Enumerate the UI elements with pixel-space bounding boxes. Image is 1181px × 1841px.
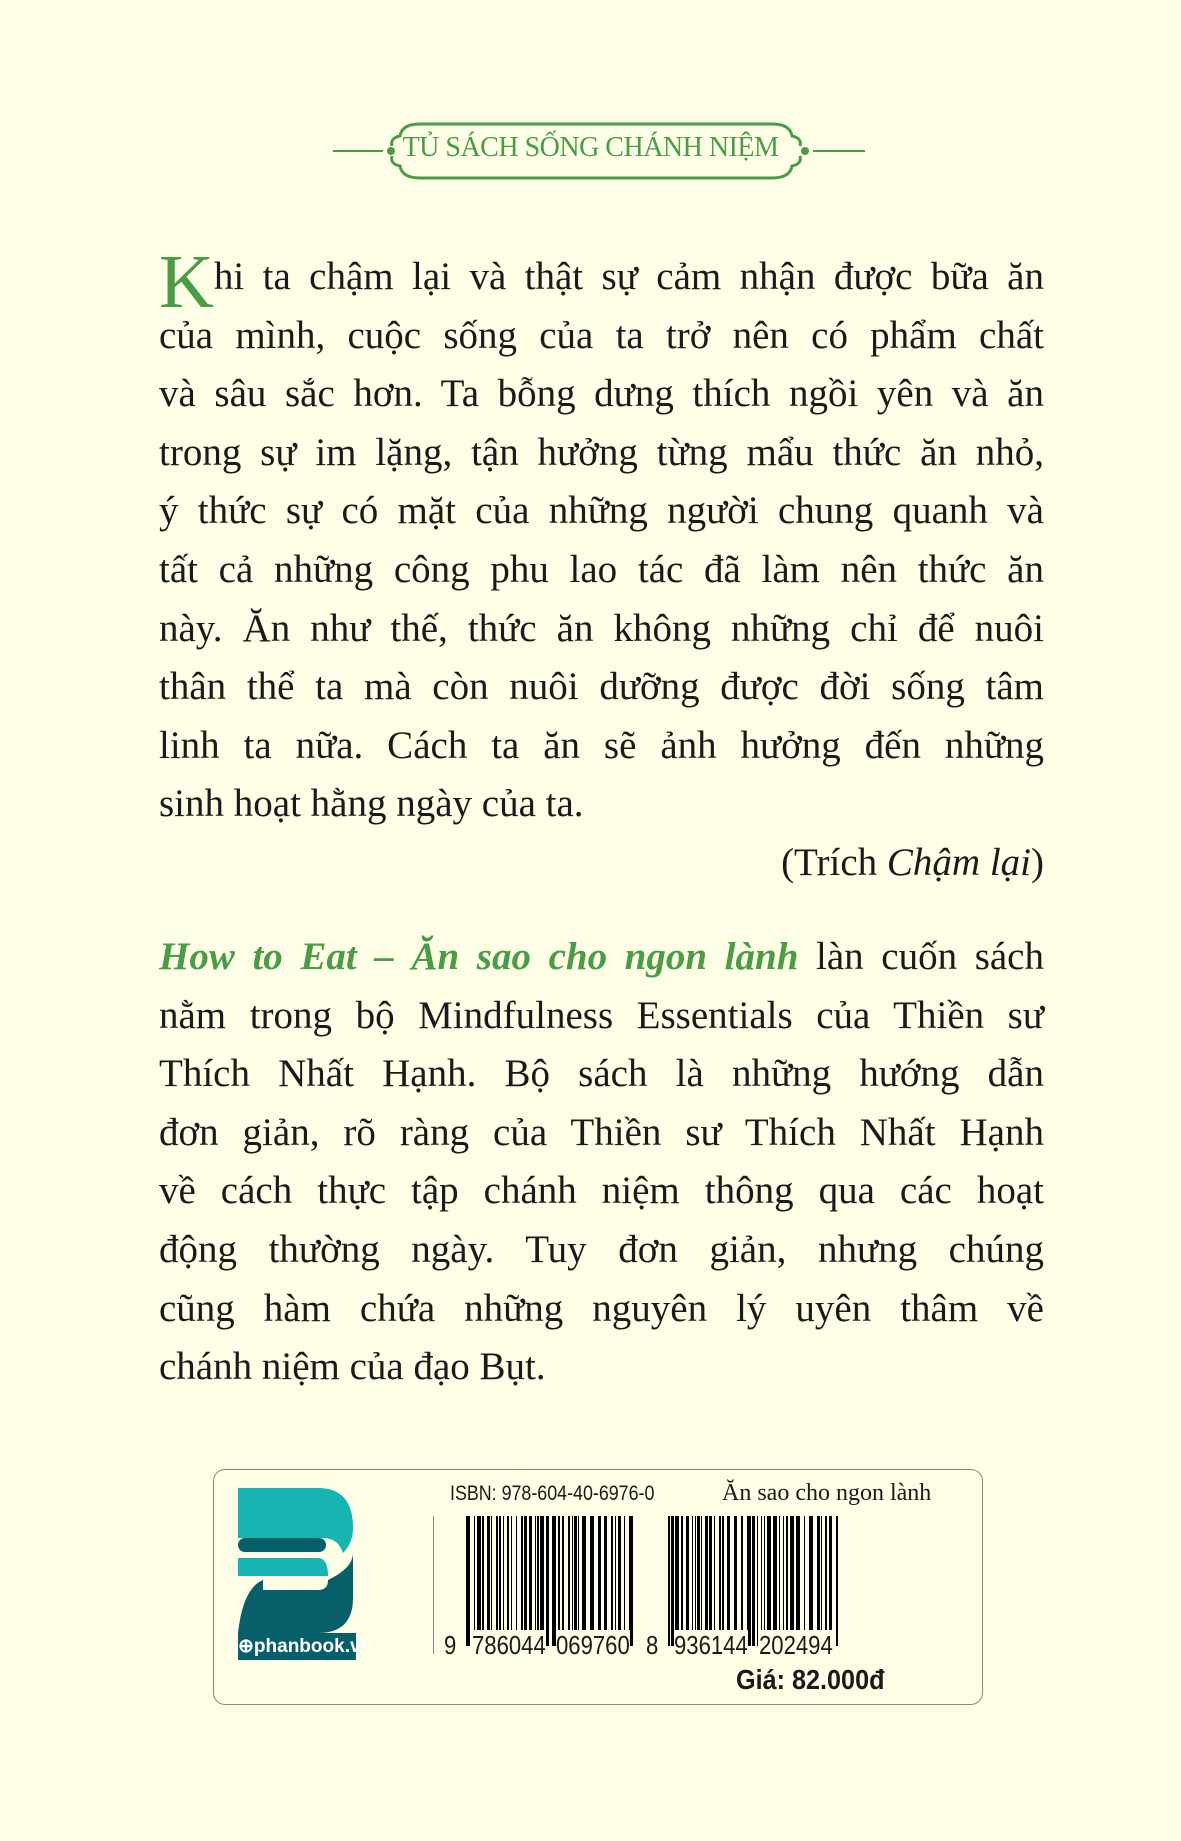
isbn-text: ISBN: 978-604-40-6976-0 — [450, 1482, 655, 1505]
source-prefix: (Trích — [781, 840, 887, 884]
barcode-bar — [668, 1516, 670, 1646]
barcode-bar — [722, 1516, 724, 1646]
barcode-bar — [767, 1516, 771, 1646]
quote-line: của mình, cuộc sống của ta trở nên có phẩm chất — [159, 313, 1044, 357]
barcode-bar — [764, 1516, 765, 1646]
barcode-bar — [747, 1516, 751, 1646]
barcode-bar — [562, 1516, 564, 1646]
barcode-bar — [604, 1516, 607, 1646]
barcode-bar — [598, 1516, 601, 1646]
barcode-bar — [675, 1516, 679, 1646]
barcode-bar — [578, 1516, 579, 1646]
quote-line: linh ta nữa. Cách ta ăn sẽ ảnh hưởng đến những — [159, 723, 1044, 767]
quote-block — [159, 240, 1044, 893]
barcode-bar — [804, 1516, 805, 1646]
barcode-bar — [611, 1516, 613, 1646]
barcode-bar — [499, 1516, 501, 1646]
quote-line: thân thể ta mà còn nuôi dưỡng được đời sống tâm — [159, 665, 1044, 709]
barcode-bar — [558, 1516, 560, 1646]
drop-cap: K — [159, 240, 214, 324]
barcode-bar — [697, 1516, 700, 1646]
barcode-bar — [695, 1516, 696, 1646]
quote-line: ý thức sự có mặt của những người chung quanh và — [159, 489, 1044, 533]
quote-line: trong sự im lặng, tận hưởng từng mẩu thức ăn nhỏ, — [159, 430, 1044, 474]
description-block — [159, 928, 1044, 1397]
barcode-digit: 8 — [646, 1630, 659, 1660]
series-header — [0, 118, 1181, 184]
description-line: cũng hàm chứa những nguyên lý uyên thâm về — [159, 1286, 1044, 1330]
price: Giá: 82.000đ — [736, 1664, 885, 1695]
barcode-bar — [487, 1516, 490, 1646]
barcode-bar — [671, 1516, 674, 1646]
barcode-digit: 202494 — [759, 1630, 833, 1660]
barcode-bar — [719, 1516, 721, 1646]
source-title: Chậm lại — [886, 840, 1031, 884]
barcode-bar — [686, 1516, 689, 1646]
barcode-bar — [829, 1516, 832, 1646]
barcode-bar — [618, 1516, 621, 1646]
divider — [433, 1516, 434, 1654]
barcode-bar — [474, 1516, 475, 1646]
barcode-bar — [701, 1516, 702, 1646]
barcode-bar — [779, 1516, 780, 1646]
barcode-bar — [821, 1516, 822, 1646]
barcode-bar — [482, 1516, 484, 1646]
barcode-bar — [783, 1516, 784, 1646]
description-line: đơn giản, rõ ràng của Thiền sư Thích Nhất Hạnh — [159, 1110, 1044, 1154]
barcode-bar — [825, 1516, 827, 1646]
barcode-bar — [796, 1516, 800, 1646]
barcode-bar — [734, 1516, 737, 1646]
barcode-bar — [757, 1516, 758, 1646]
barcode-bar — [714, 1516, 715, 1646]
barcode-bar — [709, 1516, 712, 1646]
book-title-small: Ăn sao cho ngon lành — [722, 1480, 932, 1506]
barcode-bar — [511, 1516, 512, 1646]
barcode-digit: 9 — [444, 1630, 457, 1660]
publisher-site-text: phanbook.vn — [253, 1636, 373, 1657]
barcode-bar — [817, 1516, 820, 1646]
description-line: động thường ngày. Tuy đơn giản, nhưng chúng — [159, 1227, 1044, 1271]
barcode-digit: 936144 — [674, 1630, 748, 1660]
price-barcode — [668, 1516, 838, 1646]
barcode-bar — [546, 1516, 549, 1646]
description-line: về cách thực tập chánh niệm thông qua các hoạt — [159, 1169, 1044, 1213]
barcode-bar — [615, 1516, 616, 1646]
description-line: chánh niệm của đạo Bụt. — [159, 1345, 546, 1389]
quote-source — [159, 834, 1044, 893]
barcode-bar — [761, 1516, 762, 1646]
barcode-bar — [773, 1516, 777, 1646]
barcode-bar — [466, 1516, 470, 1646]
description-line: làn cuốn sách — [798, 935, 1044, 978]
barcode-bar — [692, 1516, 693, 1646]
barcode-bar — [590, 1516, 594, 1646]
isbn-barcode — [466, 1516, 634, 1646]
publisher-site — [238, 1633, 373, 1660]
barcode-bar — [582, 1516, 586, 1646]
quote-line: sinh hoạt hằng ngày của ta. — [159, 782, 584, 826]
series-label: TỦ SÁCH SỐNG CHÁNH NIỆM — [402, 132, 779, 163]
barcode-bar — [568, 1516, 570, 1646]
barcode-bar — [705, 1516, 708, 1646]
barcode-digit: 069760 — [556, 1630, 630, 1660]
source-suffix: ) — [1031, 840, 1044, 884]
phanbook-logo-icon — [238, 1488, 358, 1633]
quote-line: và sâu sắc hơn. Ta bỗng dưng thích ngồi yên và ăn — [159, 372, 1044, 416]
barcode-bar — [790, 1516, 794, 1646]
barcode-bar — [524, 1516, 527, 1646]
barcode-bar — [521, 1516, 523, 1646]
book-title-highlight: How to Eat – Ăn sao cho ngon lành — [159, 935, 799, 978]
barcode-bar — [516, 1516, 517, 1646]
barcode-bar — [624, 1516, 625, 1646]
barcode-bar — [529, 1516, 532, 1646]
barcode-bar — [574, 1516, 577, 1646]
barcode-bar — [727, 1516, 730, 1646]
barcode-bar — [809, 1516, 813, 1646]
barcode-bar — [572, 1516, 573, 1646]
barcode-bar — [752, 1516, 755, 1646]
description-line: nằm trong bộ Mindfulness Essentials của Thiền sư — [159, 993, 1044, 1037]
quote-line: này. Ăn như thế, thức ăn không những chỉ để nuôi — [159, 606, 1044, 650]
barcode-bar — [507, 1516, 509, 1646]
barcode-bar — [836, 1516, 838, 1646]
barcode-bar — [537, 1516, 539, 1646]
quote-line: tất cả những công phu lao tác đã làm nên thức ăn — [159, 547, 1044, 591]
barcode-bar — [477, 1516, 481, 1646]
barcode-box — [213, 1469, 983, 1705]
quote-line: hi ta chậm lại và thật sự cảm nhận được bữa ăn — [213, 255, 1044, 298]
barcode-bar — [496, 1516, 498, 1646]
barcode-bar — [535, 1516, 536, 1646]
barcode-bar — [741, 1516, 743, 1646]
barcode-bar — [786, 1516, 788, 1646]
barcode-bar — [552, 1516, 556, 1646]
description-line: Thích Nhất Hạnh. Bộ sách là những hướng dẫn — [159, 1052, 1044, 1096]
barcode-digit: 786044 — [472, 1630, 546, 1660]
barcode-bar — [629, 1516, 633, 1646]
barcode-bar — [540, 1516, 544, 1646]
globe-icon: ⊕ — [238, 1636, 254, 1657]
barcode-bar — [681, 1516, 683, 1646]
barcode-bar — [503, 1516, 504, 1646]
barcode-bar — [491, 1516, 492, 1646]
